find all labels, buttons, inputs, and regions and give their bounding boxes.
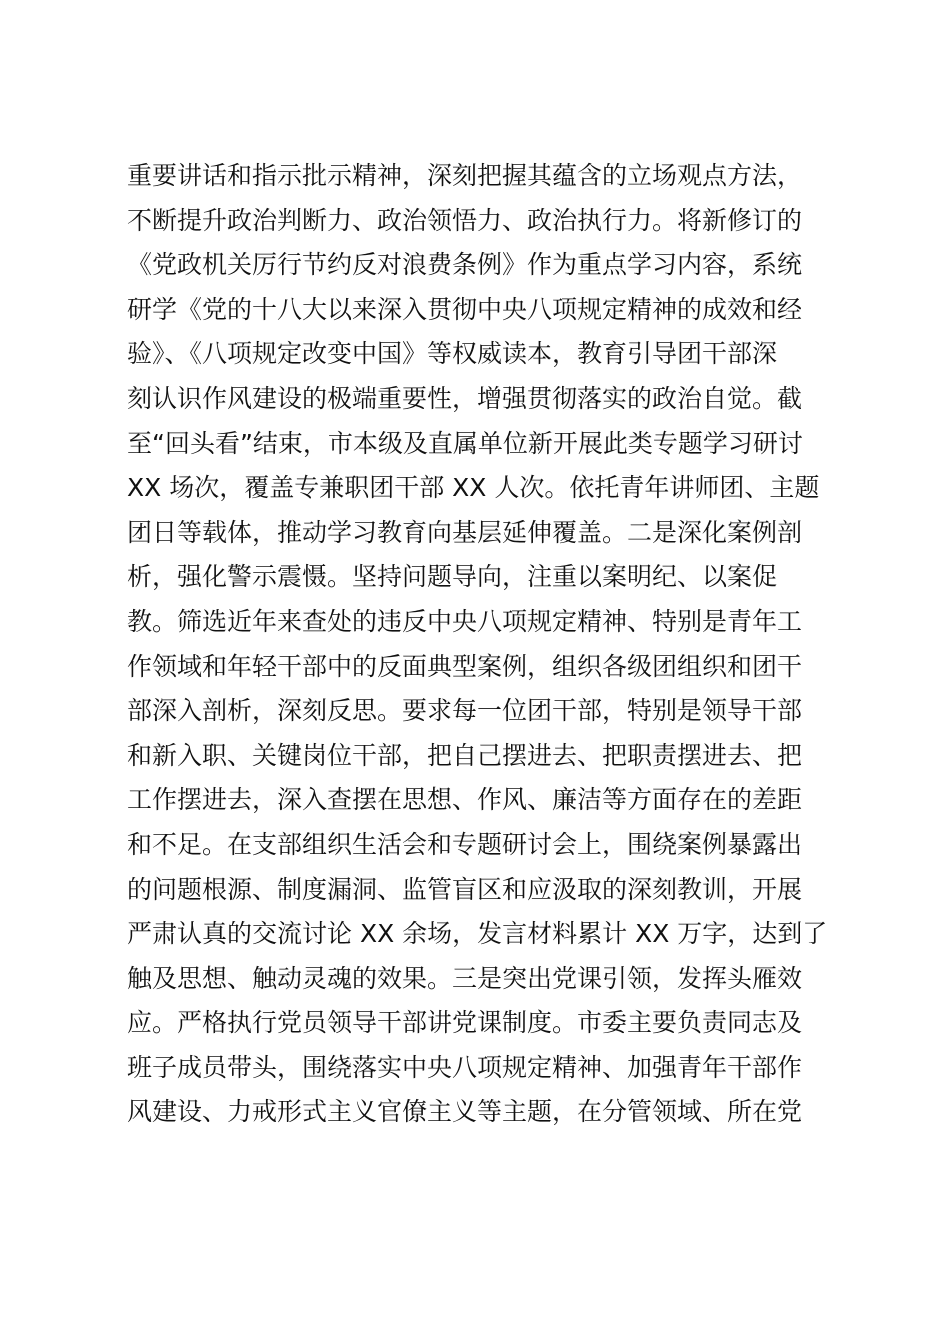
- text-line: 班子成员带头，围绕落实中央八项规定精神、加强青年干部作: [127, 1052, 803, 1082]
- text-line: 刻认识作风建设的极端重要性，增强贯彻落实的政治自觉。截: [127, 383, 803, 413]
- text-line: 团日等载体，推动学习教育向基层延伸覆盖。二是深化案例剖: [127, 517, 803, 547]
- text-line: 触及思想、触动灵魂的效果。三是突出党课引领，发挥头雁效: [127, 963, 803, 993]
- text-line: 析，强化警示震慑。坚持问题导向，注重以案明纪、以案促: [127, 562, 778, 592]
- text-line: 工作摆进去，深入查摆在思想、作风、廉洁等方面存在的差距: [127, 785, 803, 815]
- text-line: 验》、《八项规定改变中国》等权威读本，教育引导团干部深: [127, 339, 778, 369]
- text-line: 作领域和年轻干部中的反面典型案例，组织各级团组织和团干: [127, 651, 803, 681]
- text-line: 《党政机关厉行节约反对浪费条例》作为重点学习内容，系统: [127, 250, 803, 280]
- text-line: 和不足。在支部组织生活会和专题研讨会上，围绕案例暴露出: [127, 829, 803, 859]
- text-line: 重要讲话和指示批示精神，深刻把握其蕴含的立场观点方法，: [127, 161, 803, 190]
- text-line: 和新入职、关键岗位干部，把自己摆进去、把职责摆进去、把: [127, 740, 803, 770]
- text-line: 不断提升政治判断力、政治领悟力、政治执行力。将新修订的: [127, 205, 803, 235]
- text-line: XX 场次，覆盖专兼职团干部 XX 人次。依托青年讲师团、主题: [127, 473, 820, 503]
- text-line: 研学《党的十八大以来深入贯彻中央八项规定精神的成效和经: [127, 294, 803, 324]
- text-line: 的问题根源、制度漏洞、监管盲区和应汲取的深刻教训，开展: [127, 874, 803, 904]
- body-text: [127, 154, 837, 1135]
- text-line: 教。筛选近年来查处的违反中央八项规定精神、特别是青年工: [127, 606, 803, 636]
- text-line: 应。严格执行党员领导干部讲党课制度。市委主要负责同志及: [127, 1008, 803, 1038]
- text-line: 至“回头看”结束，市本级及直属单位新开展此类专题学习研讨: [127, 428, 803, 458]
- text-line: 部深入剖析，深刻反思。要求每一位团干部，特别是领导干部: [127, 696, 803, 726]
- text-line: 风建设、力戒形式主义官僚主义等主题，在分管领域、所在党: [127, 1097, 803, 1127]
- text-line: 严肃认真的交流讨论 XX 余场，发言材料累计 XX 万字，达到了: [127, 919, 828, 949]
